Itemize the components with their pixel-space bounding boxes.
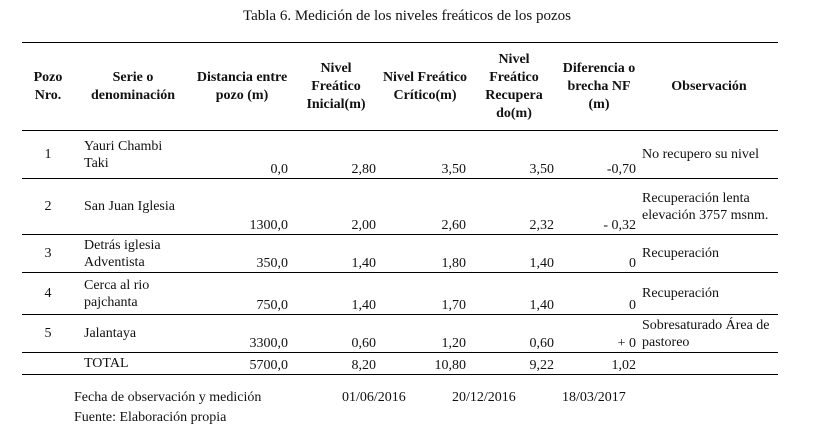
- cell-distancia: 750,0: [256, 298, 288, 313]
- table-row: [22, 235, 778, 273]
- cell-distancia: 350,0: [256, 256, 288, 271]
- cell-diferencia: 0: [629, 256, 636, 271]
- cell-critico: 1,70: [441, 298, 466, 313]
- cell-recuperado: 1,40: [529, 298, 554, 313]
- fecha-date-2: 20/12/2016: [452, 390, 516, 405]
- cell-nro: 4: [44, 286, 52, 301]
- cell-diferencia: 0: [629, 298, 636, 313]
- fecha-label: Fecha de observación y medición: [74, 390, 262, 405]
- source-note: Fuente: Elaboración propia: [74, 410, 227, 425]
- cell-critico: 1,20: [441, 336, 466, 351]
- total-row: [22, 353, 778, 375]
- table-row: [22, 131, 778, 179]
- cell-inicial: 2,80: [351, 162, 376, 177]
- table-row: [22, 315, 778, 353]
- cell-name: Detrás iglesia Adventista: [84, 237, 161, 270]
- cell-distancia: 3300,0: [249, 336, 288, 351]
- cell-observacion: Sobresaturado Área de pastoreo: [642, 317, 770, 350]
- cell-nro: 1: [44, 147, 52, 162]
- cell-diferencia: - 0,32: [603, 218, 636, 233]
- wells-table: [22, 42, 778, 375]
- cell-inicial: 1,40: [351, 298, 376, 313]
- cell-critico: 1,80: [441, 256, 466, 271]
- total-diferencia: 1,02: [558, 353, 640, 375]
- cell-recuperado: 1,40: [529, 256, 554, 271]
- cell-critico: 3,50: [441, 162, 466, 177]
- total-critico: 10,80: [380, 353, 470, 375]
- header-observacion: Observación: [640, 43, 778, 131]
- cell-inicial: 1,40: [351, 256, 376, 271]
- cell-name: San Juan Iglesia: [84, 199, 175, 214]
- cell-diferencia: -0,70: [606, 162, 636, 177]
- cell-nro: 5: [44, 326, 52, 341]
- cell-observacion: Recuperación lenta elevación 3757 msnm.: [642, 190, 769, 223]
- cell-recuperado: 0,60: [529, 336, 554, 351]
- header-inicial: Nivel Freático Inicial(m): [292, 43, 380, 131]
- header-row: [22, 43, 778, 131]
- header-diferencia: Diferencia o brecha NF (m): [558, 43, 640, 131]
- cell-recuperado: 2,32: [529, 218, 554, 233]
- total-recuperado: 9,22: [470, 353, 558, 375]
- table-title: Tabla 6. Medición de los niveles freáticos de los pozos: [242, 8, 572, 24]
- cell-distancia: 0,0: [270, 162, 288, 177]
- total-inicial: 8,20: [292, 353, 380, 375]
- header-serie: Serie o denominación: [74, 43, 192, 131]
- cell-name: Yauri Chambi Taki: [84, 138, 163, 171]
- cell-distancia: 1300,0: [249, 218, 288, 233]
- total-label: TOTAL: [74, 353, 192, 375]
- table-row: [22, 273, 778, 315]
- header-recuperado: Nivel Freático Recupera do(m): [470, 43, 558, 131]
- cell-nro: 2: [44, 199, 52, 214]
- cell-name: Cerca al rio pajchanta: [84, 277, 150, 310]
- cell-observacion: Recuperación: [642, 246, 719, 261]
- table-row: [22, 179, 778, 235]
- cell-inicial: 2,00: [351, 218, 376, 233]
- cell-observacion: Recuperación: [642, 286, 719, 301]
- cell-critico: 2,60: [441, 218, 466, 233]
- total-distancia: 5700,0: [192, 353, 292, 375]
- fecha-date-3: 18/03/2017: [562, 390, 626, 405]
- header-distancia: Distancia entre pozo (m): [192, 43, 292, 131]
- fecha-date-1: 01/06/2016: [342, 390, 406, 405]
- cell-name: Jalantaya: [84, 326, 137, 341]
- cell-nro: 3: [44, 246, 52, 261]
- cell-observacion: No recupero su nivel: [642, 147, 760, 162]
- cell-inicial: 0,60: [351, 336, 376, 351]
- cell-recuperado: 3,50: [529, 162, 554, 177]
- header-pozo: Pozo Nro.: [22, 43, 74, 131]
- cell-diferencia: + 0: [617, 336, 636, 351]
- header-critico: Nivel Freático Crítico(m): [380, 43, 470, 131]
